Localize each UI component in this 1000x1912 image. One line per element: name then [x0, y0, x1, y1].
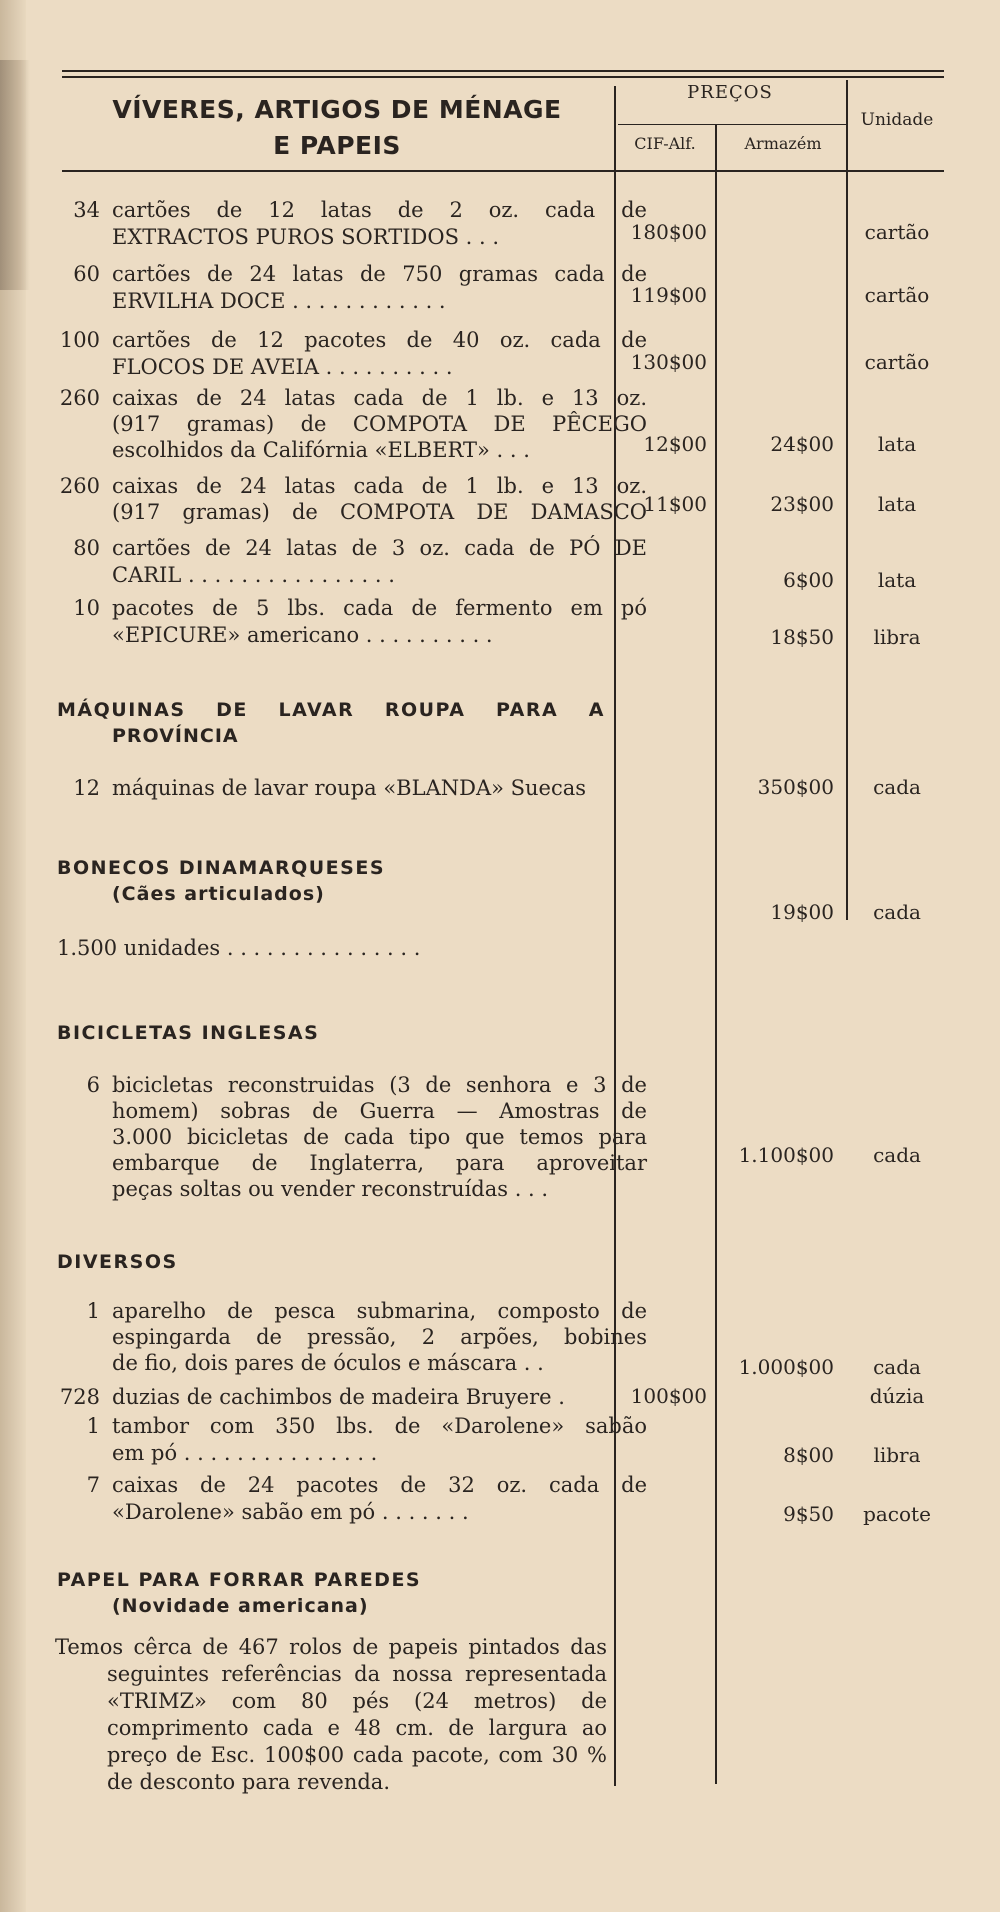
header-bottom-rule — [62, 170, 944, 172]
unit: dúzia — [869, 1384, 925, 1408]
top-double-rule-2 — [62, 76, 944, 78]
cif-price: 12$00 — [643, 432, 707, 456]
top-double-rule-1 — [62, 70, 944, 72]
cif-price: 119$00 — [630, 283, 707, 307]
section-heading-bicicletas: BICICLETAS INGLESAS — [57, 1022, 320, 1044]
section-heading-maquinas: MÁQUINAS DE LAVAR ROUPA PARA A — [57, 699, 605, 721]
armazem-column-header: Armazém — [744, 134, 822, 153]
unit: libra — [873, 1443, 921, 1467]
armazem-price: 350$00 — [757, 775, 834, 799]
unit: pacote — [863, 1502, 931, 1526]
cif-column-header: CIF-Alf. — [634, 134, 696, 153]
armazem-price: 24$00 — [770, 432, 834, 456]
column-divider-2 — [715, 124, 717, 1784]
precos-underline — [618, 124, 846, 125]
armazem-price: 18$50 — [770, 625, 834, 649]
section-subheading-bonecos: (Cães articulados) — [112, 883, 325, 905]
armazem-price: 8$00 — [783, 1443, 834, 1467]
cif-price: 100$00 — [630, 1384, 707, 1408]
armazem-price: 9$50 — [783, 1502, 834, 1526]
armazem-price: 1.100$00 — [738, 1143, 834, 1167]
paragraph-papel: Temos cêrca de 467 rolos de papeis pintados das seguintes referências da nossa representada «TRIMZ» com 80 pés (24 metros) de comprimento cada e 48 cm. de largura ao preço de Esc. 100$00 cada pacote, com 30 % de desconto para revenda. — [55, 1635, 607, 1794]
unit: cada — [873, 1355, 921, 1379]
unit: libra — [873, 625, 921, 649]
unidade-column-header: Unidade — [860, 110, 934, 130]
armazem-price: 23$00 — [770, 492, 834, 516]
armazem-price: 19$00 — [770, 900, 834, 924]
unit: lata — [877, 568, 917, 592]
section-heading-bonecos: BONECOS DINAMARQUESES — [57, 857, 386, 879]
unit: cartão — [864, 283, 930, 307]
cif-price: 180$00 — [630, 220, 707, 244]
armazem-price: 6$00 — [783, 568, 834, 592]
armazem-price: 1.000$00 — [738, 1355, 834, 1379]
unit: cartão — [864, 350, 930, 374]
cif-price: 11$00 — [643, 492, 707, 516]
unit: cartão — [864, 220, 930, 244]
section-heading-maquinas-line2: PROVÍNCIA — [112, 725, 239, 747]
unit: cada — [873, 775, 921, 799]
unit: lata — [877, 432, 917, 456]
page-title: VÍVERES, ARTIGOS DE MÉNAGE E PAPEIS — [112, 95, 562, 160]
unit: cada — [873, 900, 921, 924]
torn-binding-edge — [0, 60, 30, 290]
unit: cada — [873, 1143, 921, 1167]
section-heading-diversos: DIVERSOS — [57, 1251, 178, 1273]
section-subheading-papel: (Novidade americana) — [112, 1595, 369, 1617]
cif-price: 130$00 — [630, 350, 707, 374]
section-heading-papel: PAPEL PARA FORRAR PAREDES — [57, 1569, 422, 1591]
unit: lata — [877, 492, 917, 516]
precos-header: PREÇOS — [687, 82, 773, 103]
